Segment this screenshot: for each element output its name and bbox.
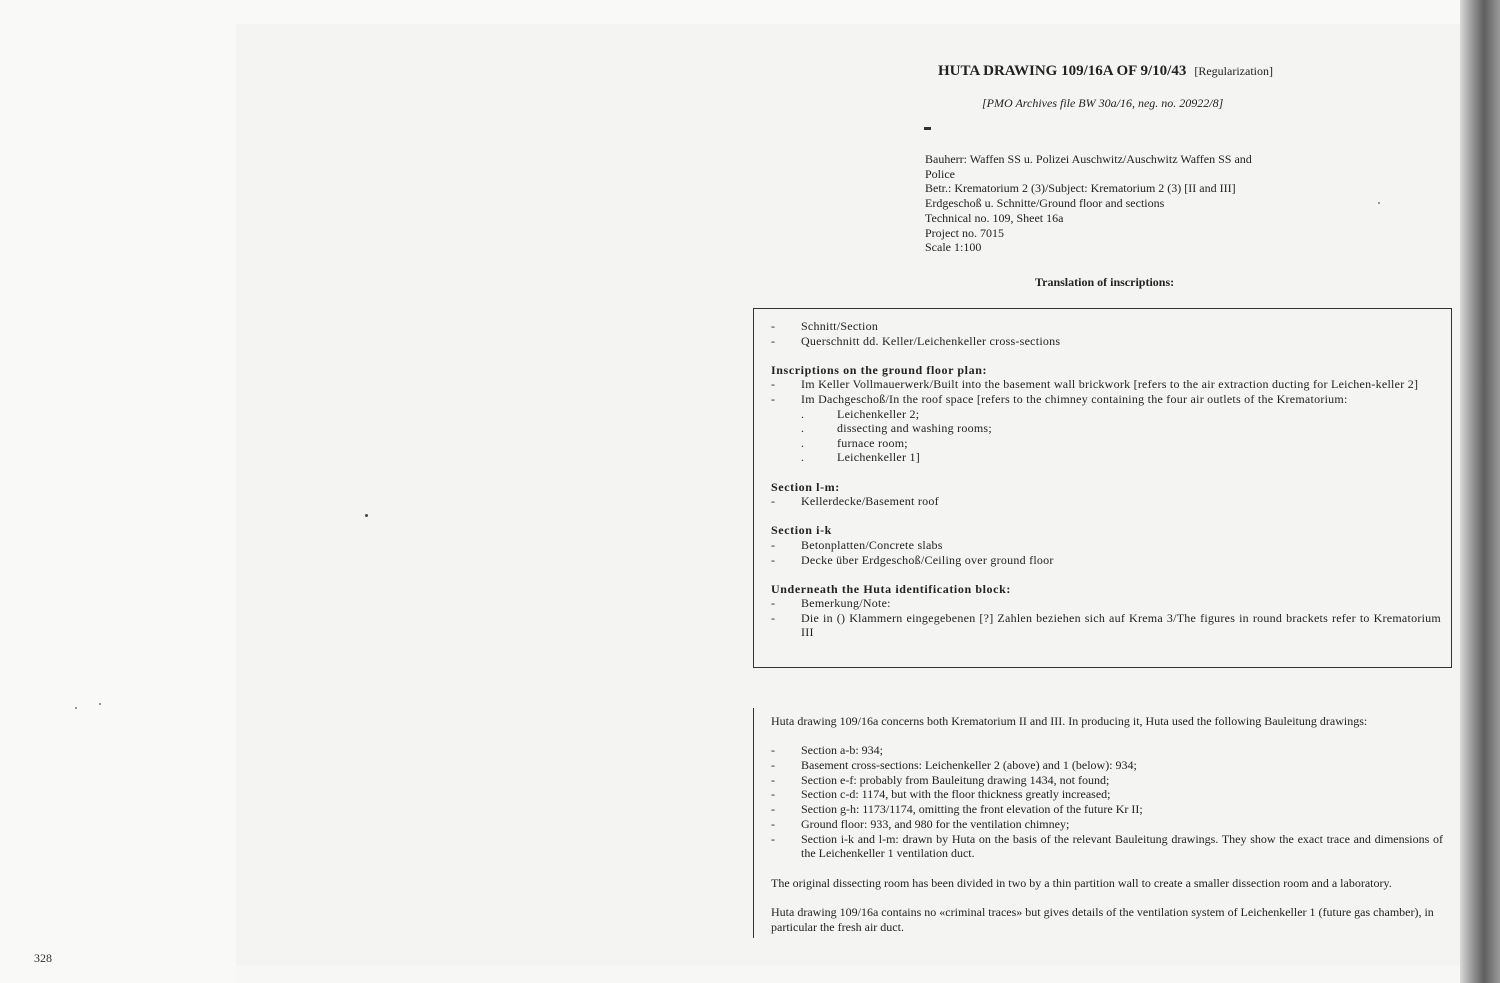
page-bottom-band: [236, 966, 1466, 983]
metadata-line: Technical no. 109, Sheet 16a: [925, 210, 1064, 225]
scan-speck: [365, 514, 368, 517]
sub-list-item: . Leichenkeller 2;: [801, 406, 920, 421]
metadata-line: Betr.: Krematorium 2 (3)/Subject: Krematorium 2 (3) [II and III]: [925, 181, 1236, 196]
scan-speck: [99, 703, 101, 705]
translation-heading: Translation of inscriptions:: [1035, 275, 1175, 289]
drawing-title: [938, 62, 1273, 80]
list-item: - Bemerkung/Note:: [771, 596, 891, 611]
sub-list-item: . Leichenkeller 1]: [801, 450, 920, 465]
metadata-line: Project no. 7015: [925, 225, 1004, 240]
list-item: - Im Keller Vollmauerwerk/Built into the basement wall brickwork [refers to the air extraction ducting for Leichen-keller 2]: [771, 377, 1419, 392]
scan-speck: [1378, 202, 1380, 204]
list-item: - Kellerdecke/Basement roof: [771, 494, 939, 509]
page-number: 328: [34, 951, 52, 965]
scan-speck: [75, 707, 77, 709]
metadata-line: Police: [925, 166, 955, 181]
metadata-line: Scale 1:100: [925, 240, 982, 255]
sub-list-item: . furnace room;: [801, 435, 908, 450]
section-heading: Section l-m:: [771, 479, 840, 494]
commentary-paragraph: The original dissecting room has been divided in two by a thin partition wall to create a smaller dissection room and a laboratory.: [771, 875, 1392, 890]
metadata-line: Erdgeschoß u. Schnitte/Ground floor and sections: [925, 196, 1165, 211]
page-left-margin: [0, 0, 236, 983]
drawing-title-main: HUTA DRAWING 109/16A OF 9/10/43: [938, 63, 1187, 79]
metadata-line: Bauherr: Waffen SS u. Polizei Auschwitz/Auschwitz Waffen SS and: [925, 152, 1252, 166]
section-heading: Section i-k: [771, 523, 832, 538]
commentary-intro: Huta drawing 109/16a concerns both Krematorium II and III. In producing it, Huta used the following Bauleitung drawings:: [771, 714, 1368, 728]
inscriptions-box: [753, 308, 1452, 668]
list-item: - Im Dachgeschoß/In the roof space [refers to the chimney containing the four air outlets of the Krematorium:: [771, 391, 1348, 406]
dash-mark: [924, 127, 931, 130]
commentary-block: [753, 708, 1443, 938]
drawing-title-note: [Regularization]: [1194, 64, 1273, 78]
list-item: - Basement cross-sections: Leichenkeller 2 (above) and 1 (below): 934;: [771, 758, 1137, 772]
sub-list-item: . dissecting and washing rooms;: [801, 421, 992, 436]
list-item: - Section a-b: 934;: [771, 743, 883, 758]
book-spine-shadow: [1460, 0, 1500, 983]
commentary-paragraph: Huta drawing 109/16a contains no «criminal traces» but gives details of the ventilation system of Leichenkeller 1 (future gas chamber), in particular the fresh air duct.: [771, 904, 1434, 934]
archive-reference: [PMO Archives file BW 30a/16, neg. no. 20922/8]: [982, 96, 1224, 110]
section-heading: Inscriptions on the ground floor plan:: [771, 362, 988, 377]
list-item: - Die in () Klammern eingegebenen [?] Zahlen beziehen sich auf Krema 3/The figures in round brackets refer to Krematorium III: [771, 610, 1441, 640]
page-top-band: [236, 0, 1466, 24]
list-item: - Schnitt/Section: [771, 319, 879, 333]
list-item: - Querschnitt dd. Keller/Leichenkeller cross-sections: [771, 333, 1061, 348]
drawing-metadata: [925, 152, 1295, 255]
list-item: - Section g-h: 1173/1174, omitting the front elevation of the future Kr II;: [771, 802, 1143, 817]
list-item: - Section c-d: 1174, but with the floor thickness greatly increased;: [771, 787, 1111, 802]
list-item: - Ground floor: 933, and 980 for the ventilation chimney;: [771, 816, 1070, 831]
list-item: - Section e-f: probably from Bauleitung drawing 1434, not found;: [771, 772, 1110, 787]
section-heading: Underneath the Huta identification block:: [771, 581, 1011, 596]
list-item: - Section i-k and l-m: drawn by Huta on the basis of the relevant Bauleitung drawings. They show the exact trace and dimensions of the Leichenkeller 1 ventilation duct.: [771, 831, 1443, 861]
list-item: - Betonplatten/Concrete slabs: [771, 537, 943, 552]
list-item: - Decke über Erdgeschoß/Ceiling over ground floor: [771, 552, 1054, 567]
